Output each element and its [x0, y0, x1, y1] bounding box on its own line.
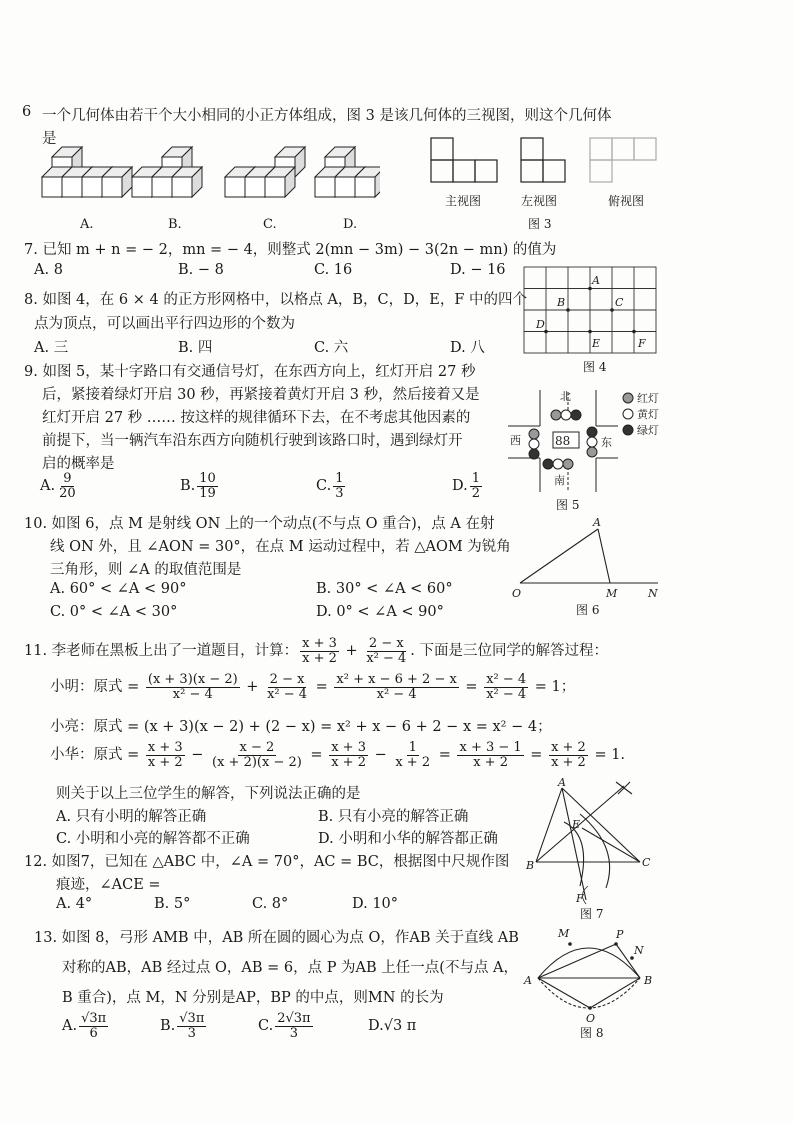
q7-option-d: D. − 16 [450, 262, 506, 278]
q10-option-c: C. 0° < ∠A < 30° [50, 604, 178, 620]
q8-option-d: D. 八 [450, 340, 485, 356]
q12-label-b: B [526, 859, 535, 872]
q8-label-d: D [536, 318, 545, 331]
q6-option-figures [40, 145, 380, 217]
q13-text-line2: 对称的AB，AB 经过点 O，AB = 6，点 P 为AB 上任一点(不与点 A， [62, 960, 519, 976]
q6-figure-d [315, 147, 380, 197]
q13-text-line3: B 重合)，点 M，N 分别是AP，BP 的中点，则MN 的长为 [62, 990, 444, 1006]
q8-label-e: E [592, 337, 601, 350]
q9-legend-green: 绿灯 [637, 424, 659, 437]
q8-label-b: B [557, 296, 566, 309]
q6-three-views [425, 134, 665, 194]
q12-option-b: B. 5° [154, 896, 191, 912]
q10-text-line1: 10. 如图 6，点 M 是射线 ON 上的一个动点(不与点 O 重合)，点 A 在射 [24, 516, 495, 532]
q9-option-a: A. $\frac{9}{20}$ [40, 471, 76, 501]
q9-text-line5: 启的概率是 [42, 456, 115, 472]
q13-figure [518, 922, 664, 1026]
q6-text-line1: 一个几何体由若干个大小相同的小正方体组成，图 3 是该几何体的三视图，则这个几何体 [42, 108, 612, 124]
q10-option-a: A. 60° < ∠A < 90° [50, 581, 187, 597]
q9-text-line1: 9. 如图 5，某十字路口有交通信号灯，在东西方向上，红灯开启 27 秒 [24, 364, 476, 380]
q6-view-left: 左视图 [521, 194, 558, 208]
q11-xiaoming: 小明：原式 = $\frac{(x + 3)(x - 2)}{\text{x² − 4}}$ + $\frac{2 - x}{\text{x² − 4}}$ = $\frac{\text{x² + x − 6 + 2 − x}}{\text{x² − 4}}$ = $\frac{\text{x² − 4}}{\text{x² − 4}}$ = 1； [50, 672, 576, 702]
q10-figure-caption: 图 6 [576, 603, 600, 617]
q8-text-line2: 点为顶点，可以画出平行四边形的个数为 [34, 316, 295, 332]
q9-legend-red: 红灯 [637, 392, 659, 405]
q11-option-c: C. 小明和小亮的解答都不正确 [56, 831, 250, 847]
q10-option-b: B. 30° < ∠A < 60° [316, 581, 453, 597]
q8-grid-figure [520, 265, 660, 355]
q10-figure [508, 515, 668, 601]
svg-text:88: 88 [555, 434, 571, 448]
q10-label-a: A [593, 516, 601, 529]
q9-dir-south: 南 [554, 474, 565, 487]
q12-figure [522, 776, 662, 908]
q9-text-line2: 后，紧接着绿灯开启 30 秒，再紧接着黄灯开启 3 秒，然后接着又是 [42, 387, 480, 403]
q6-figure-caption: 图 3 [528, 217, 552, 231]
q9-text-line3: 红灯开启 27 秒 …… 按这样的规律循环下去，在不考虑其他因素的 [42, 410, 471, 426]
q13-label-n: N [634, 944, 644, 957]
q10-label-o: O [512, 587, 522, 600]
q11-xiaoliang: 小亮：原式 = (x + 3)(x − 2) + (2 − x) = x² + x − 6 + 2 − x = x² − 4； [50, 719, 552, 735]
q8-label-f: F [638, 337, 646, 350]
q12-label-e: E [572, 818, 581, 831]
q11-option-a: A. 只有小明的解答正确 [56, 809, 207, 825]
q10-text-line3: 三角形，则 ∠A 的取值范围是 [50, 562, 242, 578]
q11-option-d: D. 小明和小华的解答都正确 [318, 831, 498, 847]
q6-view-main: 主视图 [445, 194, 482, 208]
q11-question: 则关于以上三位学生的解答，下列说法正确的是 [56, 786, 361, 802]
q9-dir-east: 东 [601, 436, 612, 449]
q9-figure-caption: 图 5 [556, 498, 580, 512]
q12-option-d: D. 10° [352, 896, 399, 912]
q8-label-a: A [592, 274, 600, 287]
q9-intersection-figure [506, 388, 676, 496]
q10-label-n: N [648, 587, 658, 600]
q13-option-c: C. $\frac{2√3\pi}{3}$ [258, 1011, 311, 1041]
q8-label-c: C [615, 296, 624, 309]
q8-text-line1: 8. 如图 4，在 6 × 4 的正方形网格中，以格点 A，B，C，D，E，F 中的四个 [24, 292, 528, 308]
q9-legend-yellow: 黄灯 [637, 408, 659, 421]
q13-option-d: D.√3 π [368, 1018, 417, 1034]
q9-dir-north: 北 [560, 390, 571, 403]
q13-option-b: B. $\frac{√3\pi}{3}$ [160, 1011, 205, 1041]
q8-figure-caption: 图 4 [583, 360, 607, 374]
q7-text: 7. 已知 m + n = − 2，mn = − 4，则整式 2(mn − 3m) − 3(2n − mn) 的值为 [24, 242, 557, 258]
q6-figure-b [132, 147, 202, 197]
q13-label-p: P [616, 928, 624, 941]
q6-option-c: C. [263, 217, 277, 232]
q6-option-b: B. [168, 217, 182, 232]
q13-label-o: O [586, 1012, 596, 1025]
q13-figure-caption: 图 8 [580, 1026, 604, 1040]
q6-view-top: 俯视图 [608, 194, 645, 208]
q13-label-b: B [644, 974, 653, 987]
q10-label-m: M [606, 587, 618, 600]
q8-option-a: A. 三 [34, 340, 69, 356]
q13-option-a: A. $\frac{√3\pi}{6}$ [62, 1011, 107, 1041]
q10-option-d: D. 0° < ∠A < 90° [316, 604, 444, 620]
q9-dir-west: 西 [510, 434, 521, 447]
q12-text-line2: 痕迹，∠ACE = [56, 877, 161, 893]
q12-text-line1: 12. 如图7，已知在 △ABC 中，∠A = 70°，AC = BC，根据图中尺规作图 [24, 854, 510, 870]
q7-option-b: B. − 8 [178, 262, 224, 278]
q12-label-a: A [558, 776, 566, 789]
q10-text-line2: 线 ON 外，且 ∠AON = 30°，在点 M 运动过程中，若 △AOM 为锐角 [50, 539, 511, 555]
q6-text-line2: 是 [42, 131, 57, 147]
q7-option-c: C. 16 [314, 262, 353, 278]
q12-label-c: C [642, 856, 651, 869]
q11-option-b: B. 只有小亮的解答正确 [318, 809, 469, 825]
q9-option-b: B. $\frac{10}{19}$ [180, 471, 216, 501]
q6-number: 6 [22, 104, 32, 120]
q6-figure-c [225, 147, 305, 197]
q8-option-b: B. 四 [178, 340, 213, 356]
q13-label-a: A [524, 974, 532, 987]
q12-label-f: F [576, 892, 584, 905]
q8-option-c: C. 六 [314, 340, 349, 356]
q13-text-line1: 13. 如图 8，弓形 AMB 中，AB 所在圆的圆心为点 O，作AB 关于直线 AB [34, 930, 519, 946]
q6-option-a: A. [80, 217, 94, 232]
q7-option-a: A. 8 [34, 262, 63, 278]
q13-label-m: M [558, 927, 570, 940]
q6-option-d: D. [343, 217, 358, 232]
q12-option-a: A. 4° [56, 896, 93, 912]
q9-option-c: C. $\frac{1}{3}$ [316, 471, 344, 501]
q11-xiaohua: 小华：原式 = $\frac{x + 3}{x + 2}$ − $\frac{x - 2}{(x + 2)(x - 2)}$ = $\frac{x + 3}{x + 2}$ − $\frac{1}{x + 2}$ = $\frac{x + 3 - 1}{x + 2}$ = $\frac{x + 2}{x + 2}$ = 1. [50, 740, 626, 770]
q11-intro: 11. 李老师在黑板上出了一道题目，计算： $\frac{x + 3}{x + 2}$ + $\frac{2 - x}{\text{x² − 4}}$ . 下面是三位同学的解答过程： [24, 636, 609, 666]
q12-figure-caption: 图 7 [580, 907, 604, 921]
q9-option-d: D. $\frac{1}{2}$ [452, 471, 480, 501]
q12-option-c: C. 8° [252, 896, 289, 912]
q6-figure-a [42, 147, 132, 197]
q9-text-line4: 前提下，当一辆汽车沿东西方向随机行驶到该路口时，遇到绿灯开 [42, 433, 463, 449]
